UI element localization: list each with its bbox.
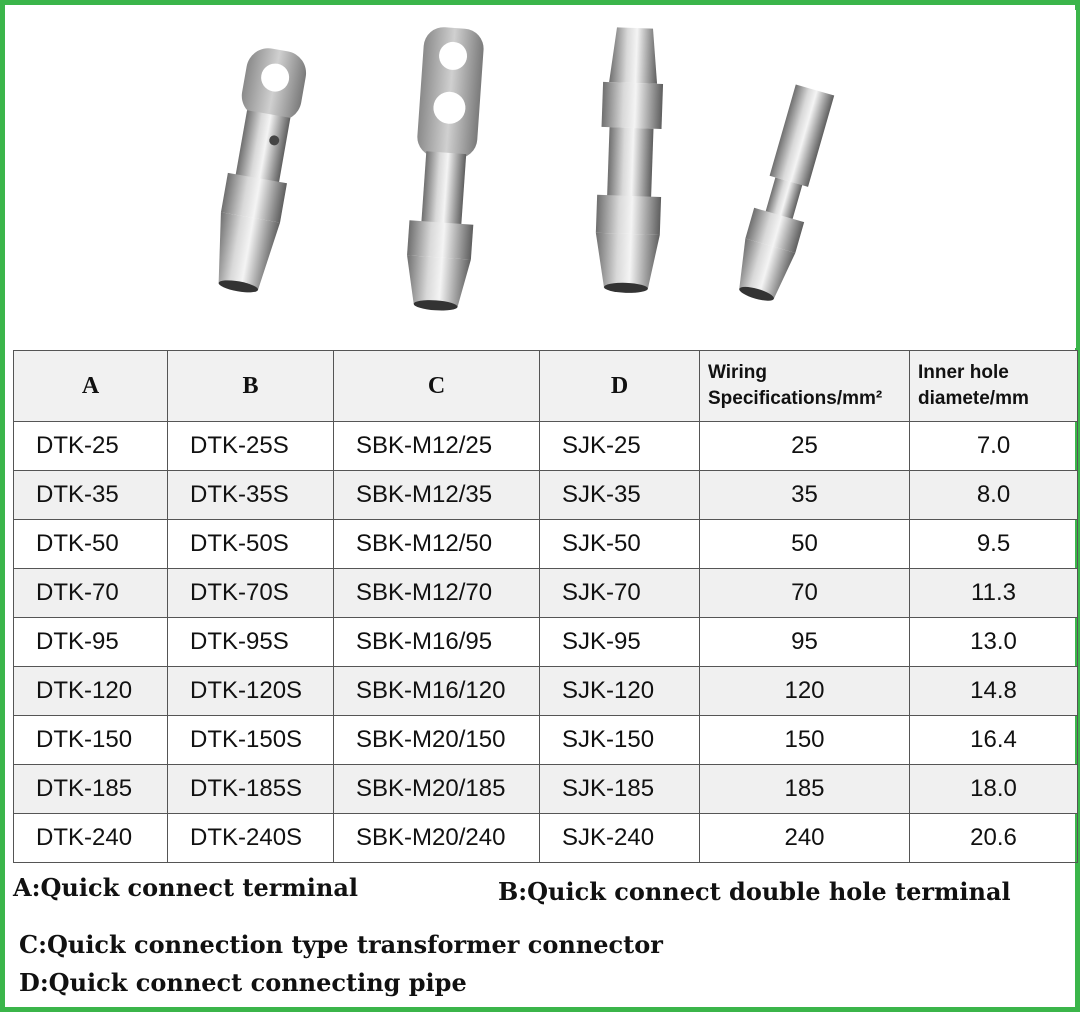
cell-c: SBK-M12/35	[334, 471, 540, 520]
header-inner-hole	[910, 351, 1078, 422]
table-row	[14, 667, 1078, 716]
cell-wiring: 95	[700, 618, 910, 667]
cell-a: DTK-50	[14, 520, 168, 569]
header-wiring-line2: Specifications/mm²	[708, 388, 883, 409]
cell-c: SBK-M20/150	[334, 716, 540, 765]
cell-hole: 8.0	[910, 471, 1078, 520]
cell-b: DTK-185S	[168, 765, 334, 814]
cell-wiring: 50	[700, 520, 910, 569]
legend-c: C:Quick connection type transformer connector	[19, 930, 663, 959]
cell-d: SJK-50	[540, 520, 700, 569]
cell-d: SJK-240	[540, 814, 700, 863]
cell-hole: 9.5	[910, 520, 1078, 569]
table-row	[14, 422, 1078, 471]
cell-wiring: 150	[700, 716, 910, 765]
header-c: C	[334, 351, 540, 422]
cell-hole: 13.0	[910, 618, 1078, 667]
cell-b: DTK-240S	[168, 814, 334, 863]
cell-a: DTK-35	[14, 471, 168, 520]
pipe-d-image	[730, 83, 840, 306]
cell-b: DTK-120S	[168, 667, 334, 716]
table-header-row	[14, 351, 1078, 422]
cell-c: SBK-M12/50	[334, 520, 540, 569]
header-b: B	[168, 351, 334, 422]
cell-d: SJK-95	[540, 618, 700, 667]
cell-b: DTK-150S	[168, 716, 334, 765]
spec-table	[13, 350, 1078, 863]
cell-hole: 18.0	[910, 765, 1078, 814]
header-hole-line2: diamete/mm	[918, 388, 1029, 409]
table-row	[14, 618, 1078, 667]
cell-a: DTK-95	[14, 618, 168, 667]
table-row	[14, 765, 1078, 814]
cell-c: SBK-M12/25	[334, 422, 540, 471]
cell-a: DTK-185	[14, 765, 168, 814]
cell-d: SJK-25	[540, 422, 700, 471]
table-row	[14, 471, 1078, 520]
cell-b: DTK-50S	[168, 520, 334, 569]
cell-c: SBK-M16/120	[334, 667, 540, 716]
cell-a: DTK-25	[14, 422, 168, 471]
cell-wiring: 25	[700, 422, 910, 471]
cell-hole: 14.8	[910, 667, 1078, 716]
cell-d: SJK-150	[540, 716, 700, 765]
table-row	[14, 520, 1078, 569]
legend-b: B:Quick connect double hole terminal	[498, 877, 1011, 906]
cell-d: SJK-185	[540, 765, 700, 814]
table-row	[14, 716, 1078, 765]
cell-wiring: 120	[700, 667, 910, 716]
cell-c: SBK-M20/240	[334, 814, 540, 863]
cell-wiring: 240	[700, 814, 910, 863]
cell-wiring: 70	[700, 569, 910, 618]
cell-hole: 16.4	[910, 716, 1078, 765]
header-wiring-line1: Wiring	[708, 362, 767, 383]
header-d: D	[540, 351, 700, 422]
cell-d: SJK-35	[540, 471, 700, 520]
legend-d: D:Quick connect connecting pipe	[19, 968, 467, 997]
product-photo	[10, 10, 1076, 348]
cell-wiring: 35	[700, 471, 910, 520]
legend-a: A:Quick connect terminal	[13, 873, 359, 902]
cell-hole: 20.6	[910, 814, 1078, 863]
cell-b: DTK-35S	[168, 471, 334, 520]
cell-c: SBK-M12/70	[334, 569, 540, 618]
terminal-a-image	[208, 45, 310, 297]
cell-a: DTK-240	[14, 814, 168, 863]
header-a: A	[14, 351, 168, 422]
cell-a: DTK-70	[14, 569, 168, 618]
connector-c-image	[594, 27, 667, 294]
table-row	[14, 814, 1078, 863]
cell-d: SJK-70	[540, 569, 700, 618]
cell-hole: 11.3	[910, 569, 1078, 618]
cell-d: SJK-120	[540, 667, 700, 716]
cell-c: SBK-M16/95	[334, 618, 540, 667]
cell-b: DTK-95S	[168, 618, 334, 667]
terminal-b-image	[403, 26, 487, 313]
header-wiring	[700, 351, 910, 422]
table-row	[14, 569, 1078, 618]
cell-hole: 7.0	[910, 422, 1078, 471]
cell-b: DTK-70S	[168, 569, 334, 618]
cell-a: DTK-120	[14, 667, 168, 716]
cell-c: SBK-M20/185	[334, 765, 540, 814]
cell-a: DTK-150	[14, 716, 168, 765]
cell-wiring: 185	[700, 765, 910, 814]
header-hole-line1: Inner hole	[918, 362, 1009, 383]
cell-b: DTK-25S	[168, 422, 334, 471]
connectors-illustration	[10, 10, 1076, 348]
